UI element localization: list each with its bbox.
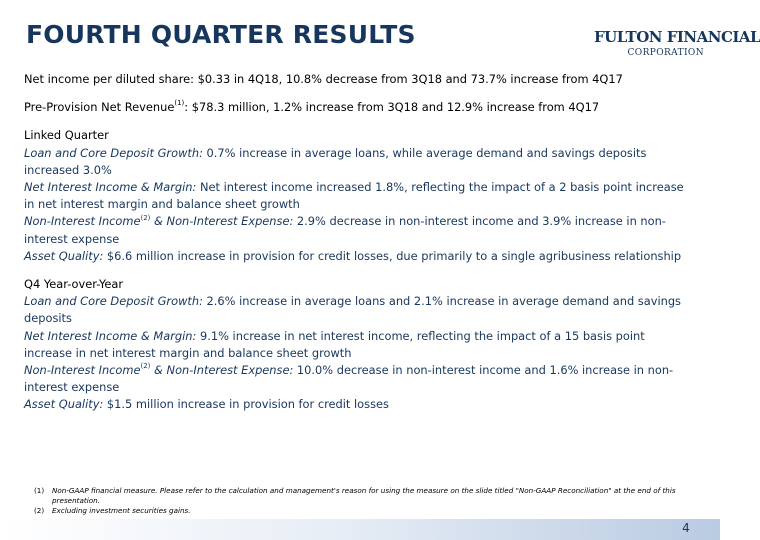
- yoy-nonint-footnote-ref: (2): [140, 362, 151, 371]
- lq-nii-text: Net interest income increased 1.8%, reflecting the impact of a 2 basis point increase: [196, 180, 684, 195]
- page-number: 4: [682, 521, 690, 535]
- yoy-loans-label: Loan and Core Deposit Growth:: [24, 294, 203, 309]
- lq-nonexp-label: & Non-Interest Expense:: [150, 214, 294, 229]
- logo-name: FULTON FINANCIAL: [594, 28, 760, 46]
- footer-bar: [0, 519, 720, 540]
- footnote-2-text: Excluding investment securities gains.: [52, 506, 191, 515]
- yoy-nii-line: [24, 328, 694, 345]
- footnote-2-number: (2): [34, 506, 45, 515]
- slide-title: FOURTH QUARTER RESULTS: [26, 20, 416, 49]
- footnotes: [34, 486, 684, 516]
- logo-subtitle: CORPORATION: [627, 48, 704, 58]
- lq-nii-line-2: in net interest margin and balance sheet growth: [24, 197, 300, 212]
- yoy-nonexp-label: & Non-Interest Expense:: [150, 363, 294, 378]
- yoy-nonint-line: [24, 362, 694, 379]
- yoy-nonint-label: Non-Interest Income: [24, 363, 141, 378]
- lq-nii-label: Net Interest Income & Margin:: [24, 180, 197, 195]
- footnote-1-text: Non-GAAP financial measure. Please refer to the calculation and management's reason for using the measure on the slide titled "Non-GAAP Reconciliation" at the end of this presentation.: [52, 486, 676, 505]
- ppnr-footnote-ref: (1): [174, 99, 185, 108]
- lq-loans-line: [24, 145, 694, 162]
- lq-nonint-line: [24, 213, 694, 230]
- footnote-1-number: (1): [34, 486, 45, 495]
- ppnr-text: : $78.3 million, 1.2% increase from 3Q18 and 12.9% increase from 4Q17: [184, 100, 600, 115]
- company-logo: [594, 28, 760, 58]
- lq-aq-text: $6.6 million increase in provision for credit losses, due primarily to a single agribusiness relationship: [103, 248, 682, 263]
- yoy-nii-line-2: increase in net interest margin and balance sheet growth: [24, 345, 352, 360]
- lq-loans-line-2: increased 3.0%: [24, 162, 112, 177]
- lq-loans-label: Loan and Core Deposit Growth:: [24, 145, 203, 160]
- net-income-line: Net income per diluted share: $0.33 in 4Q18, 10.8% decrease from 3Q18 and 73.7% increase from 4Q17: [24, 72, 623, 86]
- ppnr-line: [24, 99, 694, 116]
- yoy-nonint-text: 10.0% decrease in non-interest income and 1.6% increase in non-: [293, 363, 674, 378]
- footnote-1: [34, 486, 684, 506]
- slide-body: [24, 71, 694, 414]
- lq-nonint-footnote-ref: (2): [140, 213, 151, 222]
- lq-nonint-text: 2.9% decrease in non-interest income and 3.9% increase in non-: [293, 214, 666, 229]
- yoy-aq-label: Asset Quality:: [24, 397, 104, 412]
- yoy-loans-text: 2.6% increase in average loans and 2.1% increase in average demand and savings: [202, 294, 681, 309]
- lq-nonint-label: Non-Interest Income: [24, 214, 141, 229]
- lq-nonint-line-2: interest expense: [24, 231, 120, 246]
- yoy-nonint-line-2: interest expense: [24, 380, 120, 395]
- yoy-nii-text: 9.1% increase in net interest income, reflecting the impact of a 15 basis point: [196, 328, 645, 343]
- lq-aq-label: Asset Quality:: [24, 248, 104, 263]
- ppnr-label: Pre-Provision Net Revenue: [24, 100, 175, 115]
- yoy-aq-text: $1.5 million increase in provision for credit losses: [103, 397, 389, 412]
- lq-nii-line: [24, 179, 694, 196]
- yoy-asset-quality-line: [24, 396, 694, 413]
- linked-quarter-heading: Linked Quarter: [24, 128, 109, 143]
- lq-loans-text: 0.7% increase in average loans, while average demand and savings deposits: [202, 145, 647, 160]
- yoy-loans-line: [24, 293, 694, 310]
- footnote-2: [34, 506, 684, 516]
- yoy-loans-line-2: deposits: [24, 311, 72, 326]
- yoy-nii-label: Net Interest Income & Margin:: [24, 328, 197, 343]
- lq-asset-quality-line: [24, 248, 694, 265]
- yoy-heading: Q4 Year-over-Year: [24, 277, 124, 292]
